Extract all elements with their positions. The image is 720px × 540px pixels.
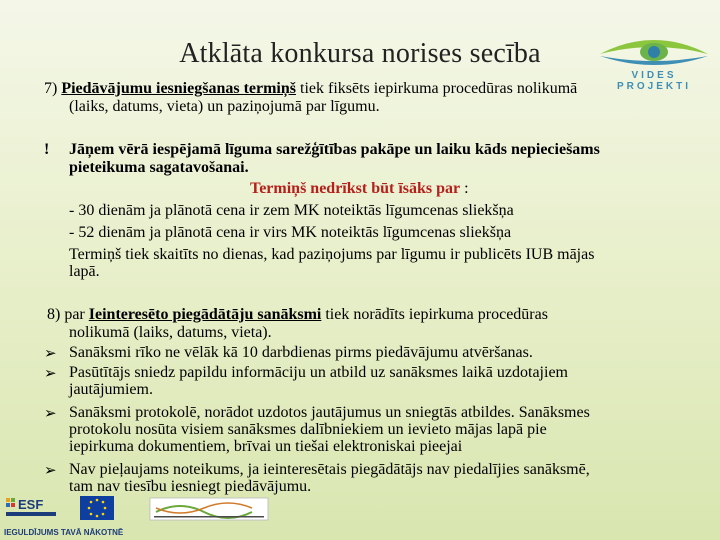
section8-line2: nolikumā (laiks, datums, vieta). — [69, 324, 272, 341]
section7-line2: (laiks, datums, vieta) un paziņojumā par līgumu. — [69, 98, 380, 115]
bullet-arrow-icon: ➢ — [44, 364, 57, 382]
section7-line1 — [44, 80, 577, 97]
logo-text: VIDES PROJEKTI — [616, 70, 691, 92]
bullet-1: Sanāksmi rīko ne vēlāk kā 10 darbdienas pirms piedāvājumu atvēršanas. — [69, 344, 533, 361]
logo-eye-icon — [592, 30, 716, 70]
term-item-52: - 52 dienām ja plānotā cena ir virs MK noteiktās līgumcenas sliekšņa — [69, 224, 512, 241]
footer-logo-strip — [0, 494, 270, 528]
bullet-4-line2: tam nav tiesību iesniegt piedāvājumu. — [69, 478, 312, 495]
warning-line2: pieteikuma sagatavošanai. — [69, 159, 249, 176]
bullet-2-line2: jautājumiem. — [69, 381, 153, 398]
section8-line1 — [47, 306, 548, 323]
partner-logo-icon — [150, 498, 268, 520]
term-heading-text: Termiņš nedrīkst būt īsāks par — [250, 180, 461, 197]
term-note-line1: Termiņš tiek skaitīts no dienas, kad paziņojums par līgumu ir publicēts IUB mājas — [69, 246, 595, 263]
esf-label: ESF — [18, 497, 44, 512]
bullet-3-line1: Sanāksmi protokolē, norādot uzdotos jautājumus un sniegtās atbildes. Sanāksmes — [69, 404, 590, 421]
section8-line1-rest: tiek norādīts iepirkuma procedūras — [321, 306, 548, 323]
bullet-arrow-icon: ➢ — [44, 404, 57, 422]
bullet-2-line1: Pasūtītājs sniedz papildu informāciju un atbild uz sanāksmes laikā uzdotajiem — [69, 364, 568, 381]
vides-projekti-logo — [592, 30, 716, 92]
bullet-3-line3: iepirkuma dokumentiem, brīvai un tiešai elektroniskai pieejai — [69, 438, 463, 455]
section8-term: Ieinteresēto piegādātāju sanāksmi — [88, 306, 322, 323]
warning-mark: ! — [44, 141, 50, 158]
section7-term: Piedāvājumu iesniegšanas termiņš — [61, 80, 296, 97]
section8-prefix: 8) par — [47, 306, 89, 323]
warning-line1: Jāņem vērā iespējamā līguma sarežģītības pakāpe un laiku kāds nepieciešams — [69, 141, 600, 158]
bullet-4-line1: Nav pieļaujams noteikums, ja ieinteresētais piegādātājs nav piedalījies sanāksmē, — [69, 461, 590, 478]
section7-line1-rest: tiek fiksēts iepirkuma procedūras nolikumā — [296, 80, 578, 97]
bullet-arrow-icon: ➢ — [44, 344, 57, 362]
term-note-line2: lapā. — [69, 263, 100, 280]
term-item-30: - 30 dienām ja plānotā cena ir zem MK noteiktās līgumcenas sliekšņa — [69, 202, 514, 219]
section7-prefix: 7) — [44, 80, 62, 97]
page-title: Atklāta konkursa norises secība — [179, 38, 541, 69]
bullet-arrow-icon: ➢ — [44, 461, 57, 479]
esf-logo-icon — [6, 497, 56, 516]
eu-flag-icon — [80, 496, 114, 520]
term-heading — [250, 180, 469, 197]
bullet-3-line2: protokolu nosūta visiem sanāksmes dalībniekiem un ievieto mājas lapā pie — [69, 421, 547, 438]
footer-tagline: IEGULDĪJUMS TAVĀ NĀKOTNĒ — [4, 528, 124, 537]
term-heading-colon: : — [460, 180, 469, 197]
